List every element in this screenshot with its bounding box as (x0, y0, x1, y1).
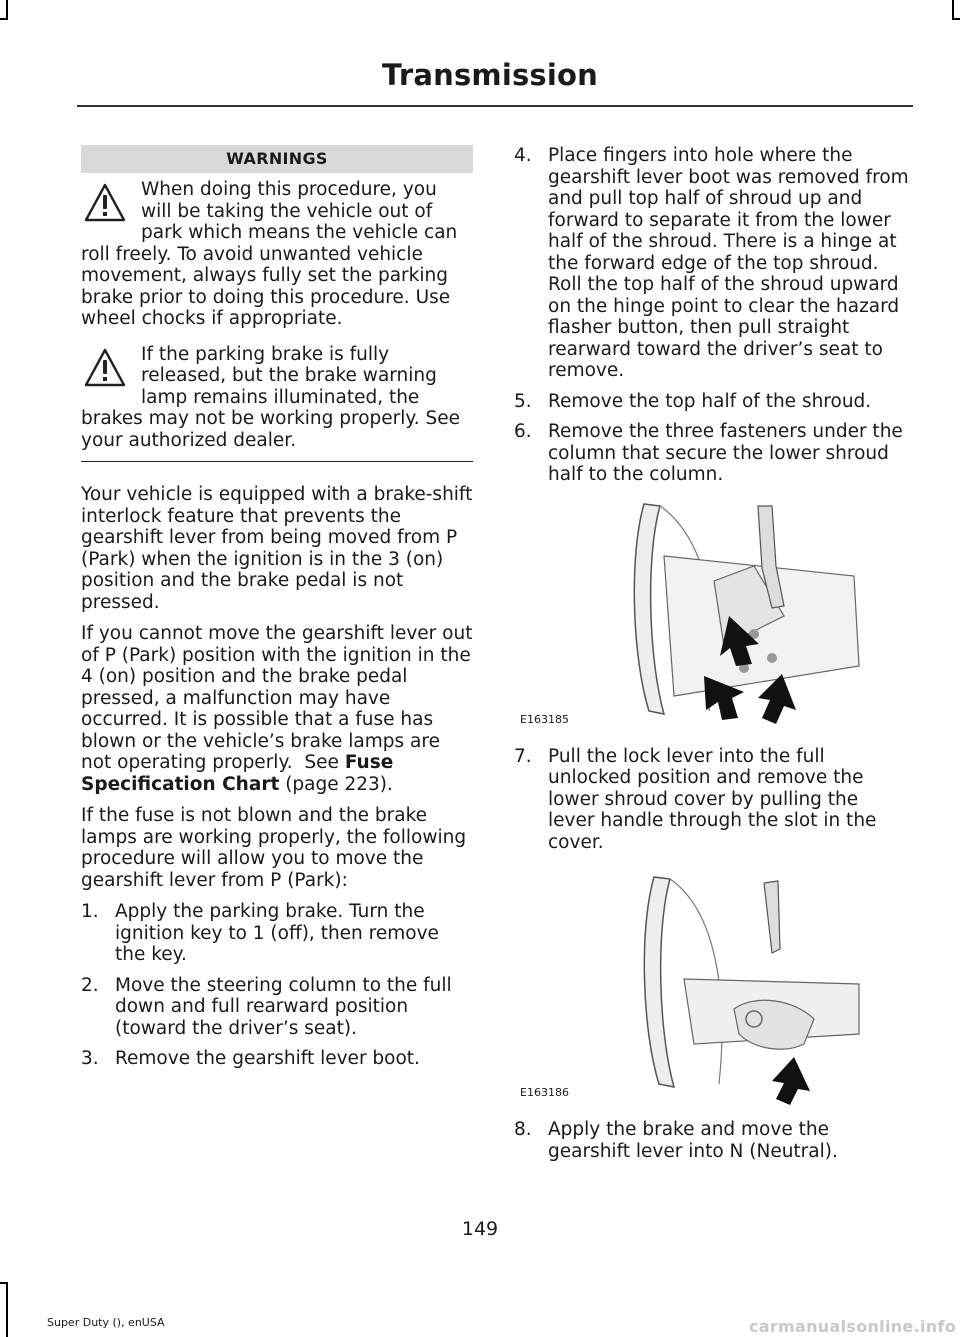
step-number: 8. (514, 1119, 532, 1140)
list-item (514, 1119, 910, 1162)
step-text: Apply the parking brake. Turn the ignition key to 1 (off), then remove the key. (115, 901, 439, 965)
step-text: Apply the brake and move the gearshift lever into N (Neutral). (548, 1119, 838, 1162)
body-text: If you cannot move the gearshift lever out of P (Park) position with the ignition in the 4 (on) position and the brake pedal pressed, a malfunction may have occurred. It is possible that a fuse has blown or the vehicle’s brake lamps are not operating properly. (81, 623, 473, 773)
warning-block (81, 179, 473, 330)
warning-text: When doing this procedure, you will be taking the vehicle out of park which means the vehicle can roll freely. To avoid unwanted vehicle movement, always fully set the parking brake prior to doing this procedure. Use wheel chocks if appropriate. (81, 179, 458, 329)
procedure-steps (514, 746, 910, 854)
list-item (81, 1048, 473, 1070)
warnings-heading: WARNINGS (81, 145, 473, 173)
step-number: 4. (514, 145, 532, 166)
crop-mark (6, 0, 8, 18)
step-text: Remove the top half of the shroud. (548, 390, 872, 412)
figure-steering-column-fasteners (514, 496, 910, 732)
step-number: 1. (81, 901, 99, 922)
see-label: See (304, 752, 339, 773)
step-text: Remove the gearshift lever boot. (115, 1048, 420, 1069)
list-item (514, 746, 910, 854)
warnings-divider (81, 451, 473, 462)
footer-text: Super Duty (), enUSA (47, 1316, 165, 1329)
watermark: carmanualsonline.info (748, 1317, 956, 1336)
list-item (81, 901, 473, 966)
cross-reference-page: (page 223). (285, 773, 393, 795)
crop-mark (6, 1282, 8, 1337)
step-number: 7. (514, 745, 532, 767)
page-number: 149 (461, 1218, 499, 1240)
step-number: 2. (81, 974, 99, 996)
crop-mark (0, 18, 8, 20)
steering-column-illustration (514, 496, 904, 732)
crop-mark (952, 18, 960, 20)
list-item (514, 421, 910, 486)
step-number: 3. (81, 1048, 99, 1069)
step-number: 5. (514, 390, 532, 412)
right-column (514, 145, 910, 1171)
body-paragraph: If the fuse is not blown and the brake lamps are working properly, the following procedure will allow you to move the gearshift lever from P (Park): (81, 805, 467, 891)
header-divider (77, 105, 913, 107)
procedure-steps (514, 1119, 910, 1162)
figure-lock-lever (514, 869, 910, 1105)
procedure-steps (81, 901, 473, 1070)
warning-block (81, 344, 473, 452)
body-paragraph (81, 623, 473, 795)
step-text: Move the steering column to the full down and full rearward position (toward the driver’s seat). (115, 974, 452, 1039)
step-number: 6. (514, 421, 532, 442)
warning-triangle-icon (83, 181, 127, 225)
step-text: Pull the lock lever into the full unlocked position and remove the lower shroud cover by pulling the lever handle through the slot in the cover. (548, 745, 877, 853)
lock-lever-illustration (514, 869, 904, 1105)
step-text: Remove the three fasteners under the column that secure the lower shroud half to the column. (548, 421, 903, 485)
figure-code: E163186 (520, 1086, 569, 1099)
left-column (81, 145, 473, 1079)
list-item (81, 975, 473, 1040)
warning-triangle-icon (83, 346, 127, 390)
warning-text: If the parking brake is fully released, but the brake warning lamp remains illuminated, the brakes may not be working properly. See your authorized dealer. (81, 343, 460, 451)
procedure-steps (514, 145, 910, 486)
crop-mark (0, 1282, 8, 1284)
body-paragraph: Your vehicle is equipped with a brake-shift interlock feature that prevents the gearshift lever from being moved from P (Park) when the ignition is in the 3 (on) position and the brake pedal is not pressed. (81, 484, 473, 613)
cross-reference-link[interactable]: Fuse Specification Chart (81, 752, 394, 795)
list-item (514, 391, 910, 413)
figure-code: E163185 (520, 712, 569, 726)
list-item (514, 145, 910, 382)
page-title: Transmission (382, 58, 598, 92)
step-text: Place fingers into hole where the gearshift lever boot was removed from and pull top half of shroud up and forward to separate it from the lower half of the shroud. There is a hinge at the forward edge of the top shroud. Roll the top half of the shroud upward on the hinge point to clear the hazard flasher button, then pull straight rearward toward the driver’s seat to remove. (548, 145, 909, 381)
crop-mark (952, 0, 954, 18)
